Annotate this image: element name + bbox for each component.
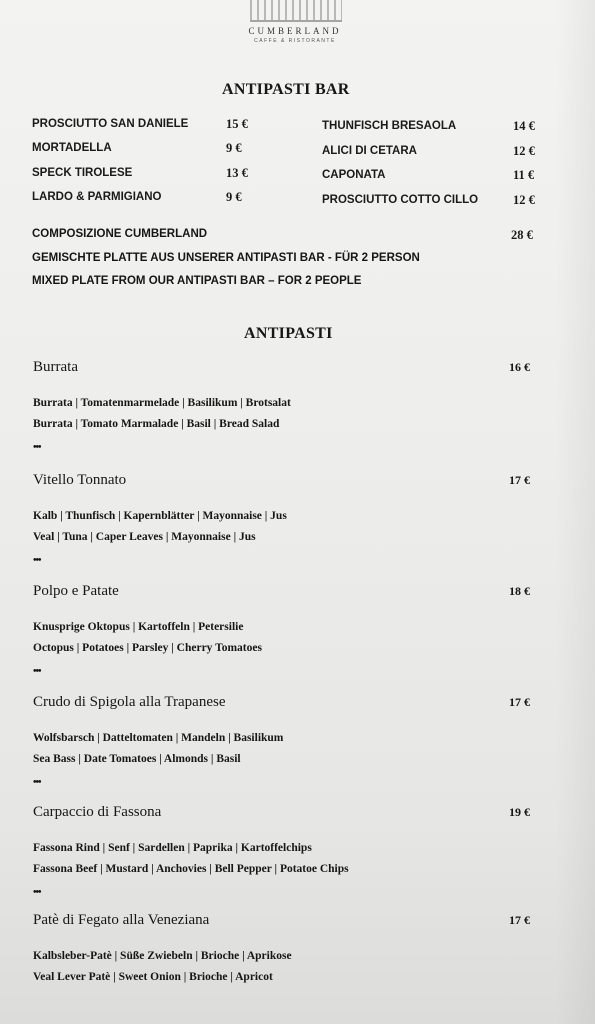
- dish-item: [33, 804, 548, 904]
- bar-item-price: 12 €: [513, 193, 535, 207]
- dish-item: [33, 694, 548, 794]
- logo-subtitle: CAFFE & RISTORANTE: [254, 38, 336, 44]
- dish-desc-en: Veal Lever Patè | Sweet Onion | Brioche | Apricot: [33, 971, 273, 983]
- bar-item: LARDO & PARMIGIANO: [32, 191, 162, 203]
- dish-desc-de: Wolfsbarsch | Datteltomaten | Mandeln | Basilikum: [33, 732, 284, 744]
- dish-name: Patè di Fegato alla Veneziana: [33, 912, 210, 928]
- dish-item: [33, 583, 548, 683]
- dish-name: Burrata: [33, 359, 78, 375]
- dish-separator: •••: [33, 887, 41, 898]
- dish-separator: •••: [33, 666, 41, 677]
- dish-desc-de: Burrata | Tomatenmarmelade | Basilikum | Brotsalat: [33, 397, 291, 409]
- antipasti-bar-heading: ANTIPASTI BAR: [222, 81, 350, 98]
- composition-desc-de: GEMISCHTE PLATTE AUS UNSERER ANTIPASTI BAR - FÜR 2 PERSON: [32, 252, 420, 264]
- bar-item-price: 9 €: [226, 141, 242, 155]
- bar-item-price: 12 €: [513, 144, 535, 158]
- bar-item-price: 15 €: [226, 117, 248, 131]
- bar-item-price: 11 €: [513, 168, 535, 182]
- dish-price: 19 €: [509, 805, 530, 819]
- dish-desc-en: Sea Bass | Date Tomatoes | Almonds | Basil: [33, 753, 241, 765]
- dish-item: [33, 912, 548, 1012]
- dish-price: 17 €: [509, 473, 530, 487]
- dish-desc-de: Fassona Rind | Senf | Sardellen | Paprika | Kartoffelchips: [33, 842, 312, 854]
- dish-separator: •••: [33, 442, 41, 453]
- antipasti-heading: ANTIPASTI: [244, 325, 333, 342]
- page-shadow: [555, 0, 595, 1024]
- composition-price: 28 €: [511, 228, 533, 242]
- dish-desc-en: Fassona Beef | Mustard | Anchovies | Bell Pepper | Potatoe Chips: [33, 863, 349, 875]
- dish-item: [33, 359, 548, 459]
- dish-price: 17 €: [509, 695, 530, 709]
- composition-desc-en: MIXED PLATE FROM OUR ANTIPASTI BAR – FOR 2 PEOPLE: [32, 275, 362, 287]
- bar-item-price: 9 €: [226, 190, 242, 204]
- dish-item: [33, 472, 548, 572]
- bar-item: THUNFISCH BRESAOLA: [322, 120, 457, 132]
- bar-item: CAPONATA: [322, 169, 386, 181]
- dish-desc-de: Kalb | Thunfisch | Kapernblätter | Mayonnaise | Jus: [33, 510, 287, 522]
- dish-desc-de: Knusprige Oktopus | Kartoffeln | Petersilie: [33, 621, 244, 633]
- dish-name: Vitello Tonnato: [33, 472, 127, 488]
- dish-separator: •••: [33, 777, 41, 788]
- dish-desc-en: Octopus | Potatoes | Parsley | Cherry Tomatoes: [33, 642, 262, 654]
- dish-price: 16 €: [509, 360, 530, 374]
- dish-price: 18 €: [509, 584, 530, 598]
- dish-price: 17 €: [509, 913, 530, 927]
- logo-name: CUMBERLAND: [248, 26, 342, 36]
- bar-item: PROSCIUTTO SAN DANIELE: [32, 118, 189, 130]
- building-logo-icon: [250, 0, 342, 22]
- bar-item-price: 14 €: [513, 119, 535, 133]
- bar-item: SPECK TIROLESE: [32, 167, 133, 179]
- bar-item-price: 13 €: [226, 166, 248, 180]
- composition-name: COMPOSIZIONE CUMBERLAND: [32, 228, 208, 240]
- bar-item: PROSCIUTTO COTTO CILLO: [322, 194, 479, 206]
- restaurant-logo: [230, 0, 360, 52]
- bar-item: MORTADELLA: [32, 142, 112, 154]
- dish-desc-en: Veal | Tuna | Caper Leaves | Mayonnaise | Jus: [33, 531, 256, 543]
- dish-name: Crudo di Spigola alla Trapanese: [33, 694, 226, 710]
- dish-separator: •••: [33, 555, 41, 566]
- bar-item: ALICI DI CETARA: [322, 145, 417, 157]
- dish-name: Carpaccio di Fassona: [33, 804, 162, 820]
- dish-desc-de: Kalbsleber-Patè | Süße Zwiebeln | Brioche | Aprikose: [33, 950, 292, 962]
- dish-desc-en: Burrata | Tomato Marmalade | Basil | Bread Salad: [33, 418, 280, 430]
- dish-name: Polpo e Patate: [33, 583, 119, 599]
